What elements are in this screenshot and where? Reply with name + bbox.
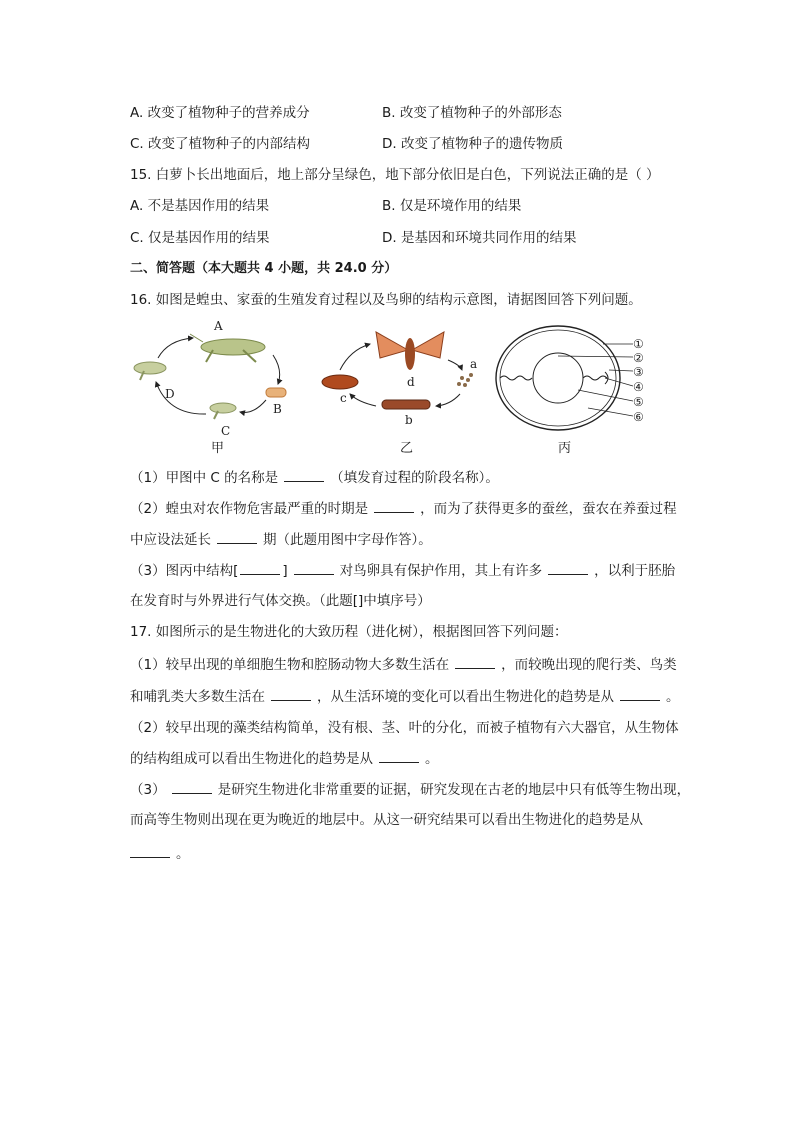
q16-part2-line1: （2）蝗虫对农作物危害最严重的时期是 ，而为了获得更多的蚕丝，蚕农在养蚕过程 [130,498,677,519]
caption-yi: 乙 [400,441,414,456]
section-title: 二、简答题（本大题共 4 小题，共 24.0 分） [130,261,398,276]
q15-option-d: D. 是基因和环境共同作用的结果 [382,230,577,246]
label-1: ① [633,337,644,351]
bird-egg-diagram [493,320,668,440]
larva-icon [382,400,430,409]
pupa-icon [322,375,358,389]
label-a-lower: a [470,357,478,371]
q16-part2-line2: 中应设法延长 期（此题用图中字母作答）。 [130,529,432,550]
q17-part2-line1: （2）较早出现的藻类结构简单，没有根、茎、叶的分化，而被子植物有六大器官，从生物体 [130,720,679,736]
label-b-upper: B [273,402,282,416]
q16-figure [128,320,668,460]
q17-part3-line2: 而高等生物则出现在更为晚近的地层中。从这一研究结果可以看出生物进化的趋势是从 [130,812,643,828]
moth-icon [376,332,444,370]
caption-jia: 甲 [211,441,225,456]
q16-stem: 16. 如图是蝗虫、家蚕的生殖发育过程以及鸟卵的结构示意图，请据图回答下列问题。 [130,292,642,308]
egg-shell-outline [496,326,620,430]
large-nymph-icon [134,362,166,380]
label-d-upper: D [165,387,175,401]
q15-option-b: B. 仅是环境作用的结果 [382,198,522,214]
label-a-upper: A [214,320,223,333]
chalaza-right [583,376,607,380]
q14-option-b: B. 改变了植物种子的外部形态 [382,105,562,121]
caption-bing: 丙 [558,441,572,456]
yolk [533,353,583,403]
q14-option-a: A. 改变了植物种子的营养成分 [130,105,310,121]
q17-part3-line1: （3） 是研究生物进化非常重要的证据，研究发现在古老的地层中只有低等生物出现， [130,779,690,800]
q14-option-c: C. 改变了植物种子的内部结构 [130,136,311,152]
chalaza-left [500,376,532,380]
q17-part3-line3: 。 [130,843,190,864]
q16-part3-line2: 在发育时与外界进行气体交换。（此题[]中填序号） [130,593,431,609]
silkworm-eggs-icon [457,373,473,387]
eggs-icon [266,388,286,397]
q17-part1-line2: 和哺乳类大多数生活在 ，从生活环境的变化可以看出生物进化的趋势是从 。 [130,686,680,707]
q15-stem: 15. 白萝卜长出地面后，地上部分呈绿色，地下部分依旧是白色，下列说法正确的是（ ） [130,167,660,183]
small-nymph-icon [210,403,236,419]
label-4: ④ [633,380,644,394]
q15-option-a: A. 不是基因作用的结果 [130,198,270,214]
q17-stem: 17. 如图所示的是生物进化的大致历程（进化树），根据图回答下列问题： [130,624,568,640]
q17-part2-line2: 的结构组成可以看出生物进化的趋势是从 。 [130,748,439,769]
adult-grasshopper-icon [190,334,265,362]
grasshopper-cycle-diagram [128,320,298,440]
q15-option-c: C. 仅是基因作用的结果 [130,230,270,246]
q17-part1-line1: （1）较早出现的单细胞生物和腔肠动物大多数生活在 ，而较晚出现的爬行类、鸟类 [130,654,677,675]
label-3: ③ [633,365,644,379]
label-c-upper: C [221,424,231,438]
q16-part1: （1）甲图中 C 的名称是 （填发育过程的阶段名称）。 [130,467,499,488]
label-b-lower: b [405,413,413,427]
label-5: ⑤ [633,395,644,409]
q14-option-d: D. 改变了植物种子的遗传物质 [382,136,563,152]
label-d-lower: d [407,375,415,389]
label-c-lower: c [340,391,347,405]
label-2: ② [633,351,644,365]
silkworm-cycle-diagram [310,320,480,440]
q16-part3-line1: （3）图丙中结构[ ] 对鸟卵具有保护作用，其上有许多 ，以利于胚胎 [130,560,675,581]
label-6: ⑥ [633,410,644,424]
